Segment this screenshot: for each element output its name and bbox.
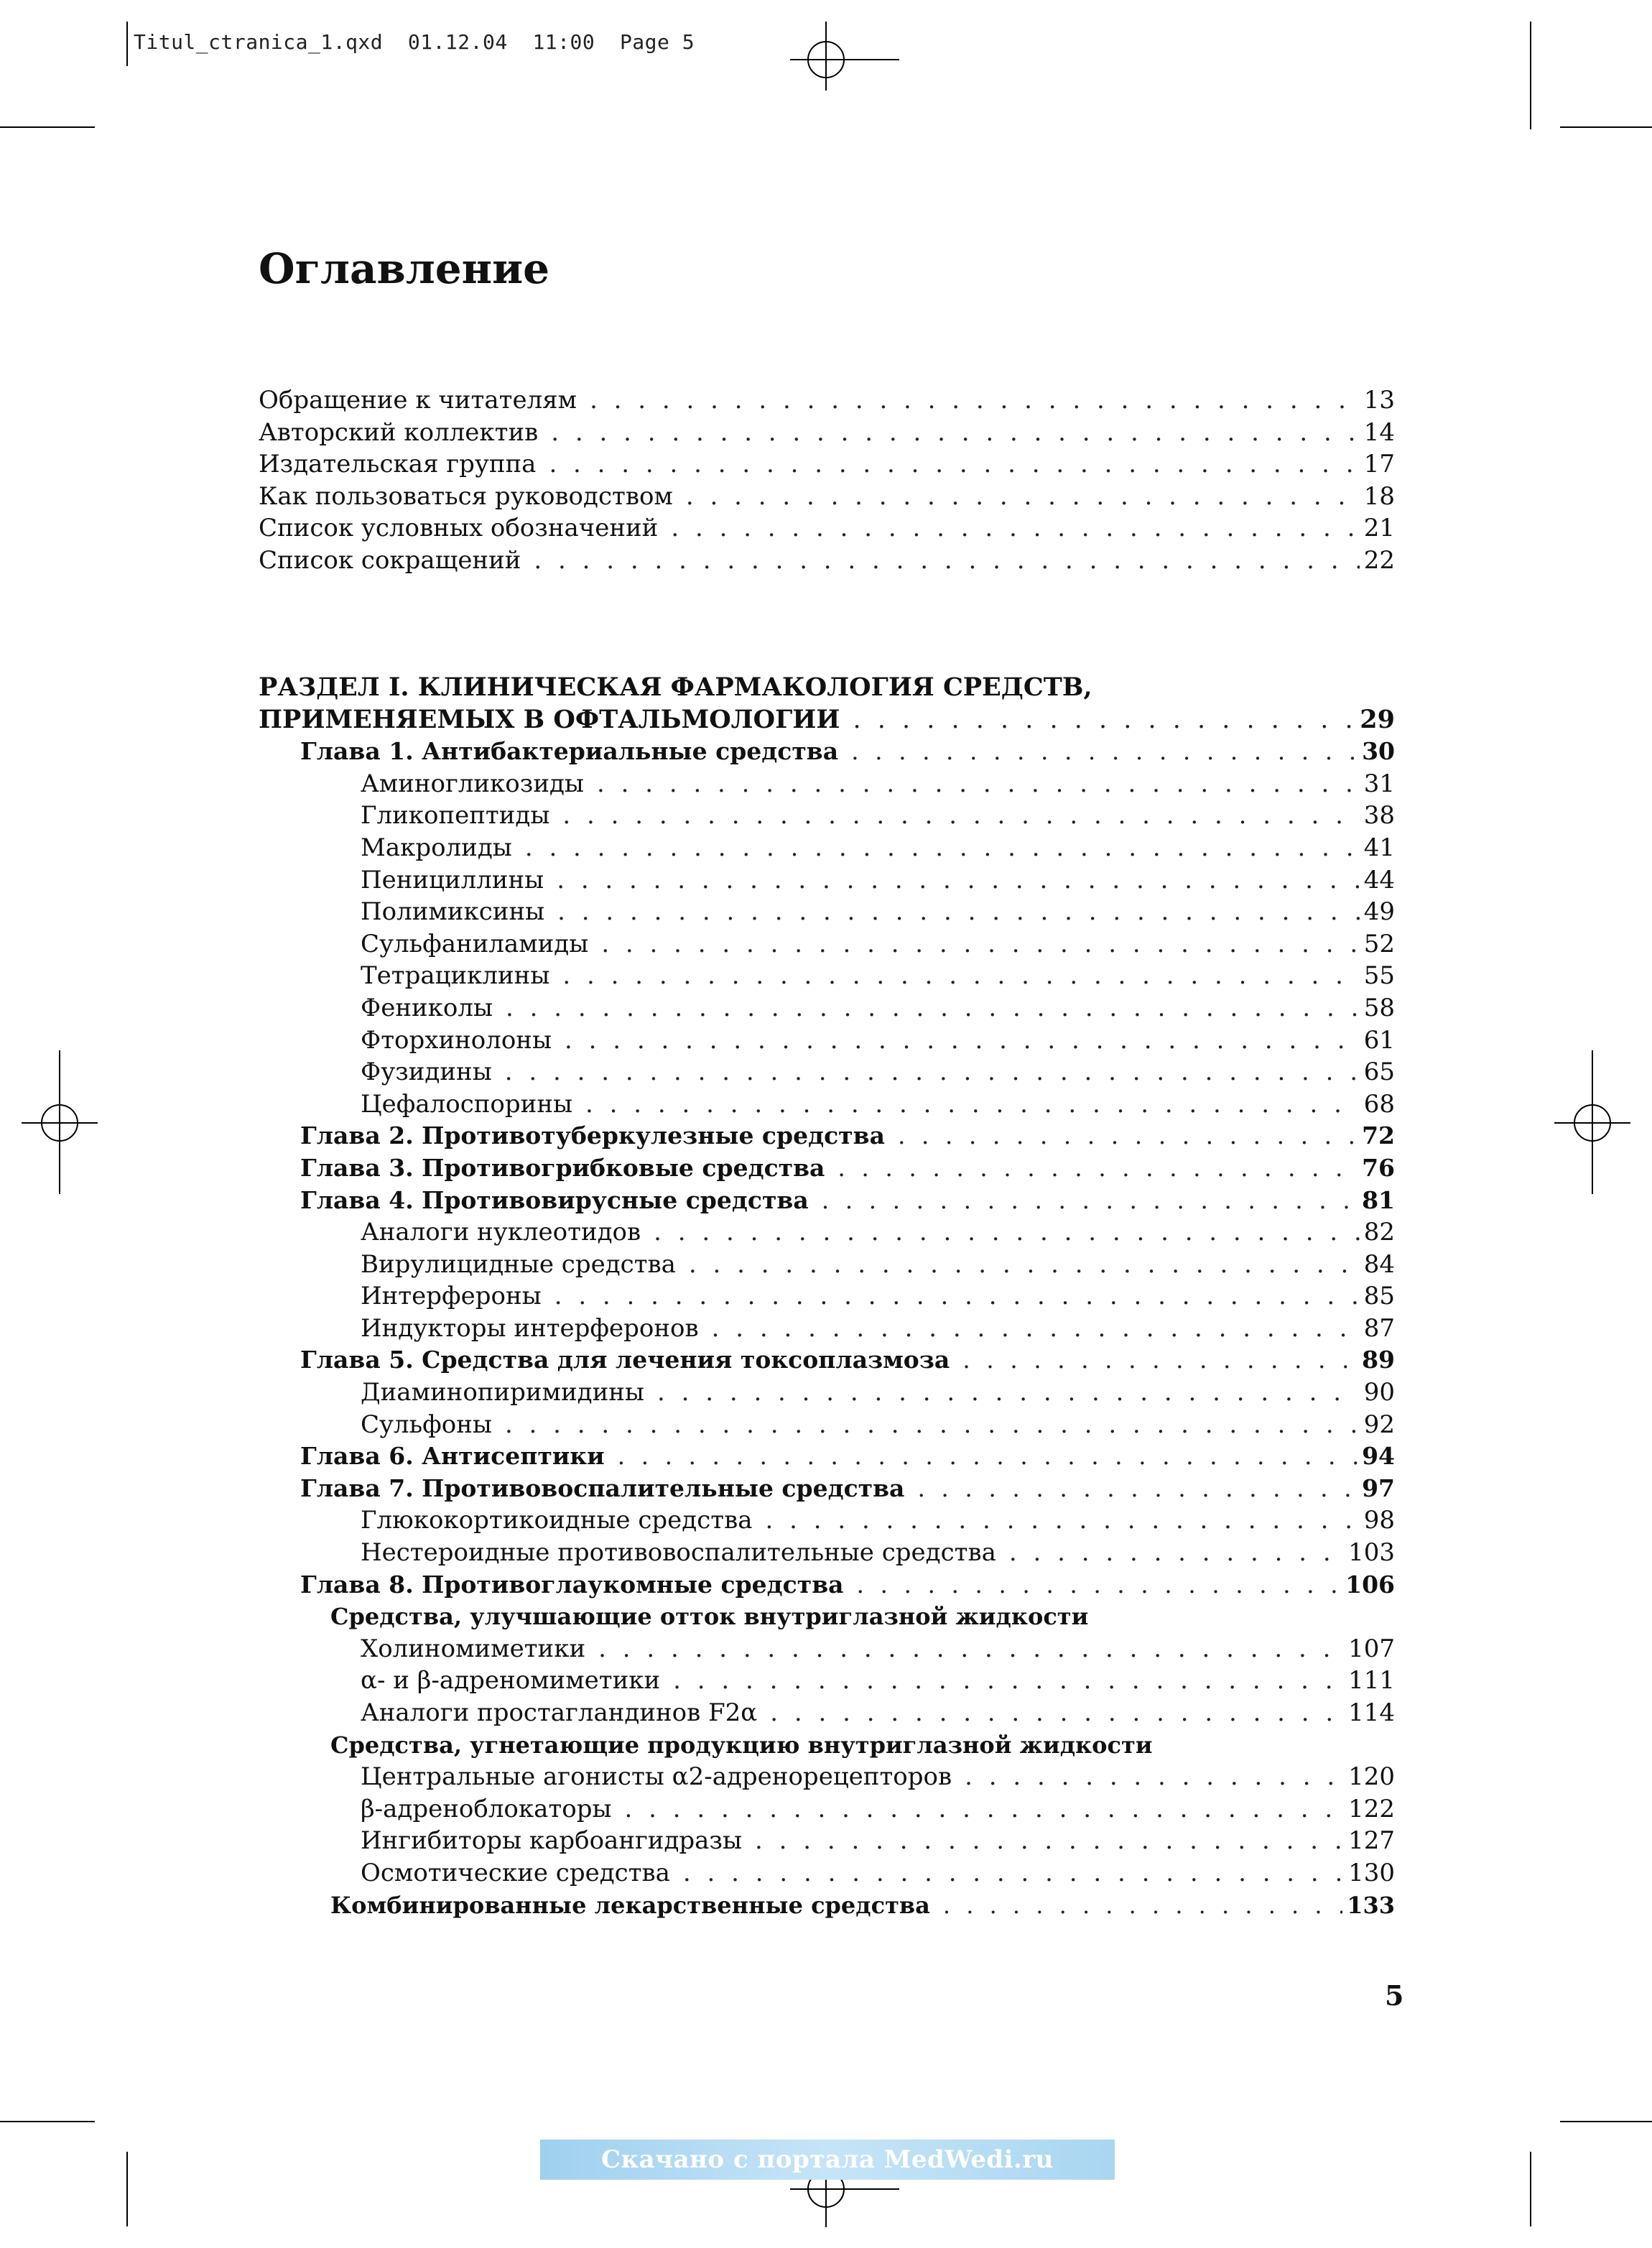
toc-entry-label: Как пользоваться руководством: [259, 481, 673, 511]
toc-entry[interactable]: [259, 512, 1395, 545]
topic-entry[interactable]: [259, 1761, 1395, 1793]
dot-leader: [962, 1344, 1358, 1377]
toc-entry-page: 120: [1348, 1762, 1395, 1792]
topic-entry[interactable]: [259, 1313, 1395, 1345]
toc-entry-label: Аналоги простагландинов F2α: [361, 1698, 758, 1727]
toc-entry[interactable]: [259, 448, 1395, 481]
toc-entry-page: 30: [1362, 737, 1395, 766]
toc-entry-page: 84: [1363, 1249, 1395, 1279]
dot-leader: [534, 545, 1359, 577]
dot-leader: [965, 1761, 1344, 1793]
dot-leader: [618, 1440, 1358, 1473]
section-heading-entry[interactable]: [259, 704, 1395, 736]
toc-entry-label: Глава 5. Средства для лечения токсоплазмоза: [300, 1346, 950, 1374]
toc-entry-label: ПРИМЕНЯЕМЫХ В ОФТАЛЬМОЛОГИИ: [259, 704, 840, 734]
dot-leader: [554, 1280, 1360, 1313]
toc-entry-page: 52: [1363, 929, 1395, 958]
topic-entry[interactable]: [259, 1793, 1395, 1826]
dot-leader: [657, 1377, 1360, 1409]
topic-entry[interactable]: [259, 1280, 1395, 1313]
dot-leader: [590, 384, 1360, 417]
toc-entry-page: 22: [1363, 545, 1395, 575]
chapter-entry[interactable]: [259, 1440, 1395, 1473]
toc-entry-page: 17: [1363, 450, 1395, 479]
toc-entry-label: Глава 3. Противогрибковые средства: [300, 1153, 825, 1182]
toc-entry-label: Вирулицидные средства: [361, 1249, 676, 1279]
dot-leader: [686, 481, 1360, 513]
dot-leader: [857, 1569, 1342, 1601]
topic-entry[interactable]: [259, 896, 1395, 928]
toc-entry-page: 31: [1363, 769, 1395, 798]
toc-entry-page: 18: [1363, 481, 1395, 511]
toc-entry-page: 55: [1363, 961, 1395, 991]
topic-entry[interactable]: [259, 1216, 1395, 1249]
toc-entry-label: Фузидины: [361, 1058, 492, 1087]
toc-entry-page: 114: [1348, 1698, 1395, 1727]
dot-leader: [853, 704, 1355, 736]
toc-entry-label: Обращение к читателям: [259, 386, 577, 415]
topic-entry[interactable]: [259, 1697, 1395, 1729]
toc-entry-label: Аналоги нуклеотидов: [361, 1218, 641, 1247]
toc-entry-page: 87: [1363, 1313, 1395, 1343]
registration-mark: [1574, 1104, 1611, 1142]
toc-entry-page: 29: [1360, 704, 1395, 734]
toc-entry[interactable]: [259, 417, 1395, 449]
topic-entry[interactable]: [259, 1024, 1395, 1057]
chapter-entry[interactable]: [259, 1473, 1395, 1505]
toc-entry-page: 92: [1363, 1410, 1395, 1439]
toc-entry-label: Список сокращений: [259, 545, 521, 575]
toc-entry-page: 81: [1362, 1185, 1395, 1214]
toc-entry-label: Сульфаниламиды: [361, 929, 589, 958]
toc-entry-page: 65: [1363, 1058, 1395, 1087]
chapter-entry[interactable]: [259, 1569, 1395, 1601]
topic-entry[interactable]: [259, 864, 1395, 897]
section-heading[interactable]: РАЗДЕЛ I. КЛИНИЧЕСКАЯ ФАРМАКОЛОГИЯ СРЕДСТВ,: [259, 672, 1092, 702]
toc-section-list: [259, 672, 1395, 1921]
topic-entry[interactable]: [259, 992, 1395, 1024]
toc-entries: [259, 736, 1395, 1921]
dot-leader: [505, 1056, 1360, 1088]
dot-leader: [898, 1120, 1358, 1152]
dot-leader: [562, 960, 1359, 992]
dot-leader: [943, 1889, 1342, 1922]
toc-entry-page: 97: [1362, 1474, 1395, 1502]
toc-entry-label: Глава 4. Противовирусные средства: [300, 1185, 809, 1214]
dot-leader: [654, 1216, 1360, 1249]
toc-entry-label: Индукторы интерферонов: [361, 1313, 699, 1343]
dot-leader: [765, 1504, 1359, 1537]
registration-mark-line: [790, 2188, 899, 2190]
toc-entry-page: 103: [1348, 1538, 1395, 1568]
topic-entry[interactable]: [259, 832, 1395, 864]
toc-entry-label: Диаминопиримидины: [361, 1378, 644, 1407]
toc-entry-label: Тетрациклины: [361, 961, 550, 991]
dot-leader: [689, 1249, 1360, 1281]
dot-leader: [917, 1473, 1358, 1505]
toc-entry-label: Глава 6. Антисептики: [300, 1442, 605, 1471]
toc-entry-page: 94: [1362, 1442, 1395, 1471]
toc-entry-label: Фторхинолоны: [361, 1025, 552, 1055]
toc-entry-page: 38: [1363, 801, 1395, 831]
dot-leader: [585, 1088, 1360, 1121]
chapter-entry[interactable]: [259, 1344, 1395, 1377]
toc-entry-page: 89: [1362, 1346, 1395, 1374]
registration-mark-line: [790, 59, 899, 60]
dot-leader: [557, 896, 1360, 928]
dot-leader: [837, 1152, 1358, 1185]
watermark-banner: Скачано с портала MedWedi.ru: [540, 2140, 1115, 2180]
toc-entry-page: 133: [1347, 1891, 1395, 1919]
toc-entry-label: Глава 8. Противоглаукомные средства: [300, 1570, 844, 1599]
toc-entry-label: Средства, улучшающие отток внутриглазной жидкости: [330, 1603, 1089, 1631]
topic-entry[interactable]: [259, 768, 1395, 800]
dot-leader: [851, 736, 1358, 768]
toc-entry-page: 14: [1363, 417, 1395, 447]
topic-entry[interactable]: [259, 928, 1395, 961]
toc-entry-page: 13: [1363, 386, 1395, 415]
toc-entry-page: 72: [1362, 1121, 1395, 1150]
crop-mark: [126, 22, 128, 66]
toc-entry-label: Центральные агонисты α2-адренорецепторов: [361, 1762, 952, 1792]
toc-entry-label: Глюкокортикоидные средства: [361, 1506, 753, 1535]
toc-entry-label: Полимиксины: [361, 897, 545, 927]
toc-entry-page: 58: [1363, 993, 1395, 1022]
dot-leader: [671, 512, 1359, 545]
toc-entry-page: 41: [1363, 833, 1395, 862]
toc-entry-label: Издательская группа: [259, 450, 537, 479]
toc-entry-label: Сульфоны: [361, 1410, 492, 1439]
dot-leader: [683, 1857, 1344, 1889]
topic-entry[interactable]: [259, 1504, 1395, 1537]
crop-mark: [126, 2152, 128, 2226]
dot-leader: [712, 1313, 1360, 1345]
toc-entry-label: Холиномиметики: [361, 1634, 586, 1663]
toc-entry-page: 130: [1348, 1858, 1395, 1887]
toc-entry-label: α- и β-адреномиметики: [361, 1666, 661, 1696]
dot-leader: [565, 1024, 1360, 1057]
dot-leader: [598, 1633, 1344, 1665]
topic-entry[interactable]: [259, 1633, 1395, 1665]
dot-leader: [601, 928, 1359, 961]
toc-entry-label: Глава 7. Противовоспалительные средства: [300, 1474, 905, 1502]
dot-leader: [557, 864, 1360, 897]
dot-leader: [1009, 1537, 1344, 1569]
crop-mark: [1560, 2121, 1652, 2122]
toc-entry-page: 122: [1348, 1794, 1395, 1823]
toc-entry-page: 90: [1363, 1378, 1395, 1407]
toc-entry-page: 111: [1348, 1666, 1395, 1696]
toc-entry-label: Список условных обозначений: [259, 514, 659, 543]
toc-entry-page: 44: [1363, 865, 1395, 894]
dot-leader: [551, 417, 1359, 449]
toc-entry-label: Ингибиторы карбоангидразы: [361, 1826, 743, 1856]
dot-leader: [625, 1793, 1345, 1826]
toc-entry-label: Авторский коллектив: [259, 417, 539, 447]
toc-entry-label: Гликопептиды: [361, 801, 550, 831]
subsection-entry[interactable]: [259, 1729, 1395, 1762]
toc-entry-label: Цефалоспорины: [361, 1089, 573, 1119]
chapter-entry[interactable]: [259, 1120, 1395, 1152]
toc-entry-page: 76: [1362, 1153, 1395, 1182]
page-title: Оглавление: [259, 244, 550, 293]
toc-entry-label: Пенициллины: [361, 865, 544, 894]
dot-leader: [525, 832, 1360, 864]
topic-entry[interactable]: [259, 960, 1395, 992]
toc-intro-list: [259, 384, 1395, 577]
dot-leader: [755, 1825, 1344, 1857]
dot-leader: [506, 992, 1360, 1024]
toc-entry[interactable]: [259, 384, 1395, 417]
dot-leader: [597, 768, 1360, 800]
page-number: 5: [1385, 1979, 1404, 2012]
topic-entry[interactable]: [259, 800, 1395, 832]
chapter-entry[interactable]: [259, 736, 1395, 768]
toc-entry-label: β-адреноблокаторы: [361, 1794, 612, 1823]
subsection-entry[interactable]: [259, 1889, 1395, 1922]
toc-entry-label: Комбинированные лекарственные средства: [330, 1891, 930, 1919]
toc-entry-page: 85: [1363, 1282, 1395, 1311]
toc-entry-label: Средства, угнетающие продукцию внутриглазной жидкости: [330, 1731, 1153, 1759]
topic-entry[interactable]: [259, 1056, 1395, 1088]
toc-entry-page: 68: [1363, 1089, 1395, 1119]
chapter-entry[interactable]: [259, 1152, 1395, 1185]
crop-mark: [1530, 22, 1531, 129]
topic-entry[interactable]: [259, 1377, 1395, 1409]
topic-entry[interactable]: [259, 1249, 1395, 1281]
topic-entry[interactable]: [259, 1825, 1395, 1857]
dot-leader: [505, 1409, 1360, 1441]
toc-entry-page: 49: [1363, 897, 1395, 927]
toc-entry-label: Аминогликозиды: [361, 769, 584, 798]
dot-leader: [549, 448, 1359, 481]
toc-entry[interactable]: [259, 481, 1395, 513]
topic-entry[interactable]: [259, 1088, 1395, 1121]
registration-mark: [41, 1104, 78, 1142]
toc-entry-label: Нестероидные противовоспалительные средства: [361, 1538, 996, 1568]
toc-entry-page: 82: [1363, 1218, 1395, 1247]
toc-entry-label: Осмотические средства: [361, 1858, 670, 1887]
printer-slug: Titul_ctranica_1.qxd 01.12.04 11:00 Page 5: [134, 30, 695, 54]
dot-leader: [770, 1697, 1344, 1729]
dot-leader: [673, 1665, 1344, 1697]
crop-mark: [0, 2121, 95, 2122]
subsection-entry[interactable]: [259, 1601, 1395, 1633]
dot-leader: [562, 800, 1359, 832]
topic-entry[interactable]: [259, 1857, 1395, 1889]
topic-entry[interactable]: [259, 1409, 1395, 1441]
toc-entry-page: 127: [1348, 1826, 1395, 1856]
crop-mark: [1560, 126, 1652, 128]
toc-entry-page: 107: [1348, 1634, 1395, 1663]
toc-entry-page: 21: [1363, 514, 1395, 543]
toc-entry-page: 106: [1345, 1570, 1395, 1599]
crop-mark: [0, 126, 95, 128]
crop-mark: [1530, 2152, 1531, 2226]
toc-entry[interactable]: [259, 545, 1395, 577]
registration-mark: [807, 41, 845, 78]
toc-entry-label: Интерфероны: [361, 1282, 542, 1311]
chapter-entry[interactable]: [259, 1185, 1395, 1217]
toc-entry-label: Глава 1. Антибактериальные средства: [300, 737, 839, 766]
toc-entry-label: Макролиды: [361, 833, 512, 862]
dot-leader: [822, 1185, 1358, 1217]
topic-entry[interactable]: [259, 1537, 1395, 1569]
toc-entry-label: Фениколы: [361, 993, 493, 1022]
topic-entry[interactable]: [259, 1665, 1395, 1697]
toc-entry-page: 61: [1363, 1025, 1395, 1055]
toc-entry-page: 98: [1363, 1506, 1395, 1535]
toc-entry-label: Глава 2. Противотуберкулезные средства: [300, 1121, 885, 1150]
